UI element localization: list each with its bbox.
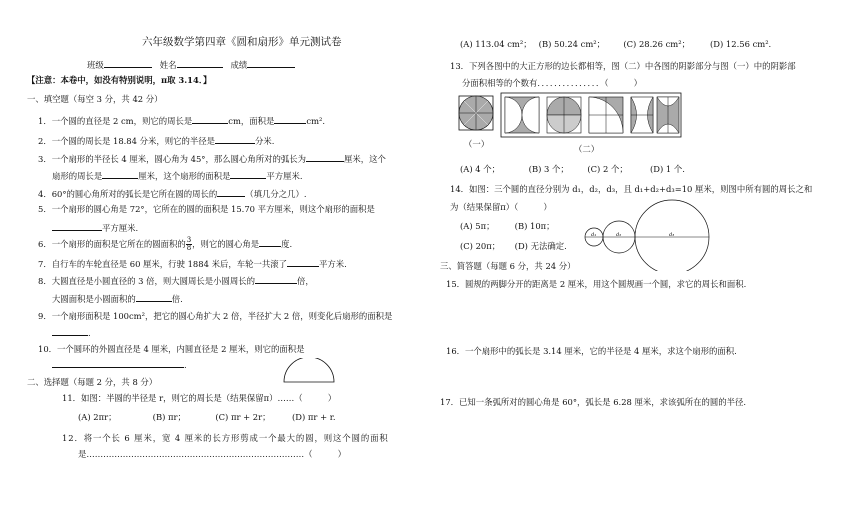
question-13-line-1: 13．下列各图中的大正方形的边长都相等，图（二）中各图的阴影部分与图（一）中的阴影部 bbox=[450, 61, 796, 71]
q14-options-row-1 bbox=[460, 222, 555, 230]
q12-option-a[interactable]: (A) 113.04 cm²； bbox=[460, 39, 532, 49]
q11-option-a[interactable]: (A) 2πr； bbox=[78, 412, 117, 422]
q5-blank[interactable] bbox=[52, 222, 102, 231]
q1-blank-2[interactable] bbox=[274, 115, 306, 124]
q3-blank-1[interactable] bbox=[306, 153, 344, 162]
q12-option-c[interactable]: (C) 28.26 cm²； bbox=[623, 39, 690, 49]
question-11: 11．如图：半圆的半径是 r，则它的周长是（结果保留π）……（ ） bbox=[62, 393, 337, 403]
question-7: 7．自行车的车轮直径是 60 厘米，行驶 1884 米后，车轮一共滚了 平方米. bbox=[38, 259, 347, 269]
q14-option-d[interactable]: (D) 无法确定. bbox=[514, 241, 567, 251]
q12-options bbox=[460, 40, 771, 48]
section1-heading: 一、填空题（每空 3 分，共 42 分） bbox=[27, 94, 163, 104]
question-2: 2．一个圆的周长是 18.84 分米，则它的半径是 分米. bbox=[38, 136, 275, 146]
question-17: 17．已知一条弧所对的圆心角是 60°，弧长是 6.28 厘米，求该弧所在的圆的半径. bbox=[440, 397, 747, 407]
q14-option-c[interactable]: (C) 20π； bbox=[460, 241, 501, 251]
question-15: 15．圆规的两脚分开的距离是 2 厘米，用这个圆规画一个圆，求它的周长和面积. bbox=[446, 279, 747, 289]
q7-blank[interactable] bbox=[287, 258, 319, 267]
question-3-line-2: 扇形的周长是 厘米，这个扇形的面积是 平方厘米. bbox=[52, 171, 303, 181]
fraction-three-eighths: $\frac{3}{8}$ bbox=[186, 236, 192, 252]
q8-blank-2[interactable] bbox=[136, 293, 172, 302]
section3-heading: 三、简答题（每题 6 分，共 24 分） bbox=[440, 261, 576, 271]
question-5-line-2: 平方厘米. bbox=[52, 222, 138, 232]
q3-blank-2[interactable] bbox=[102, 170, 138, 179]
question-10-answer-line: . bbox=[52, 359, 187, 369]
three-circles-figure bbox=[580, 195, 710, 271]
figure-two-panel-3 bbox=[589, 97, 623, 133]
q14-option-a[interactable]: (A) 5π； bbox=[460, 221, 495, 231]
question-5-line-1: 5．一个扇形的圆心角是 72°，它所在的圆的面积是 15.70 平方厘米，则这个扇形的面积是 bbox=[38, 204, 375, 214]
question-12-line-2: 是……………………………………………………………………（ ） bbox=[78, 449, 346, 459]
figure-two-panel-2 bbox=[547, 97, 581, 133]
semicircle-figure bbox=[280, 358, 338, 386]
name-label: 姓名 bbox=[159, 60, 177, 70]
question-8-line-2: 大圆面积是小圆面积的 倍. bbox=[52, 294, 183, 304]
student-info-line bbox=[87, 59, 295, 69]
q13-option-a[interactable]: (A) 4 个； bbox=[460, 164, 500, 174]
q6-blank[interactable] bbox=[259, 238, 281, 247]
question-16: 16．一个扇形中的弧长是 3.14 厘米，它的半径是 4 厘米，求这个扇形的面积. bbox=[446, 346, 737, 356]
q11-option-d[interactable]: (D) πr + r. bbox=[292, 412, 336, 422]
q11-option-b[interactable]: (B) πr； bbox=[152, 412, 186, 422]
q11-option-c[interactable]: (C) πr + 2r； bbox=[215, 412, 271, 422]
q2-blank[interactable] bbox=[215, 135, 255, 144]
q4-blank[interactable] bbox=[217, 188, 245, 197]
question-10: 10．一个圆环的外圆直径是 4 厘米，内圆直径是 2 厘米，则它的面积是 bbox=[38, 344, 305, 354]
circle-label-d1: d₁ bbox=[591, 232, 597, 238]
question-4: 4．60°的圆心角所对的弧长是它所在圆的周长的 （填几分之几）. bbox=[38, 189, 307, 199]
q12-option-d[interactable]: (D) 12.56 cm². bbox=[710, 39, 772, 49]
section2-heading: 二、选择题（每题 2 分，共 8 分） bbox=[27, 377, 158, 387]
q1-blank-1[interactable] bbox=[192, 115, 228, 124]
q13-options bbox=[460, 165, 685, 173]
q13-option-b[interactable]: (B) 3 个； bbox=[528, 164, 569, 174]
question-14-line-1: 14．如图：三个圆的直径分别为 d₁，d₂，d₃，且 d₁+d₂+d₃=10 厘米，则图中所有圆的周长之和 bbox=[450, 184, 813, 194]
class-blank[interactable] bbox=[104, 59, 152, 68]
q14-option-b[interactable]: (B) 10π； bbox=[514, 221, 555, 231]
q9-blank[interactable] bbox=[52, 327, 88, 336]
figure-two-panel-1 bbox=[505, 97, 539, 133]
score-label: 成绩 bbox=[230, 60, 248, 70]
question-12-line-1: 12．将一个长 6 厘米，宽 4 厘米的长方形剪成一个最大的圆，则这个圆的面积 bbox=[62, 433, 389, 443]
name-blank[interactable] bbox=[177, 59, 223, 68]
figure-two-panel-4 bbox=[631, 97, 653, 133]
circle-label-d3: d₃ bbox=[669, 232, 675, 238]
score-blank[interactable] bbox=[247, 59, 295, 68]
figure-two-panel-5 bbox=[657, 97, 679, 133]
question-14-line-2: 为（结果保留π）（ ） bbox=[450, 202, 552, 212]
class-label: 班级 bbox=[87, 60, 104, 70]
page-title: 六年级数学第四章《圆和扇形》单元测试卷 bbox=[142, 36, 342, 48]
q13-option-d[interactable]: (D) 1 个. bbox=[650, 164, 685, 174]
q10-blank[interactable] bbox=[52, 359, 184, 368]
question-13-line-2: 分面积相等的个数有．．．．．．．．．．．．．．．（ ） bbox=[462, 78, 642, 88]
circle-label-d2: d₂ bbox=[616, 232, 622, 238]
question-6: 6．一个扇形的面积是它所在的圆面积的 $\frac{3}{8}$ ，则它的圆心角是 度. bbox=[38, 236, 293, 252]
question-3-line-1: 3．一个扇形的半径长 4 厘米，圆心角为 45°，那么圆心角所对的弧长为 厘米，这个 bbox=[38, 154, 386, 164]
question-8-line-1: 8．大圆直径是小圆直径的 3 倍，则大圆周长是小圆周长的 倍， bbox=[38, 276, 314, 286]
figure-one bbox=[458, 95, 494, 131]
figure-one-label: （一） bbox=[464, 139, 490, 149]
q12-option-b[interactable]: (B) 50.24 cm²； bbox=[538, 39, 606, 49]
exam-note: 【注意：本卷中，如没有特别说明，π取 3.14．】 bbox=[27, 75, 212, 85]
q11-options bbox=[78, 413, 336, 421]
question-9-line-1: 9．一个扇形面积是 100cm²，把它的圆心角扩大 2 倍，半径扩大 2 倍，则变化后扇形的面积是 bbox=[38, 311, 393, 321]
figure-two-label: （二） bbox=[574, 144, 600, 154]
question-1: 1．一个圆的直径是 2 cm，则它的周长是 cm，面积是 cm². bbox=[38, 116, 326, 126]
q8-blank-1[interactable] bbox=[255, 275, 297, 284]
figure-two bbox=[500, 92, 682, 138]
q14-options-row-2 bbox=[460, 242, 567, 250]
q13-option-c[interactable]: (C) 2 个； bbox=[587, 164, 628, 174]
q3-blank-3[interactable] bbox=[230, 170, 266, 179]
question-9-line-2: . bbox=[52, 327, 91, 337]
